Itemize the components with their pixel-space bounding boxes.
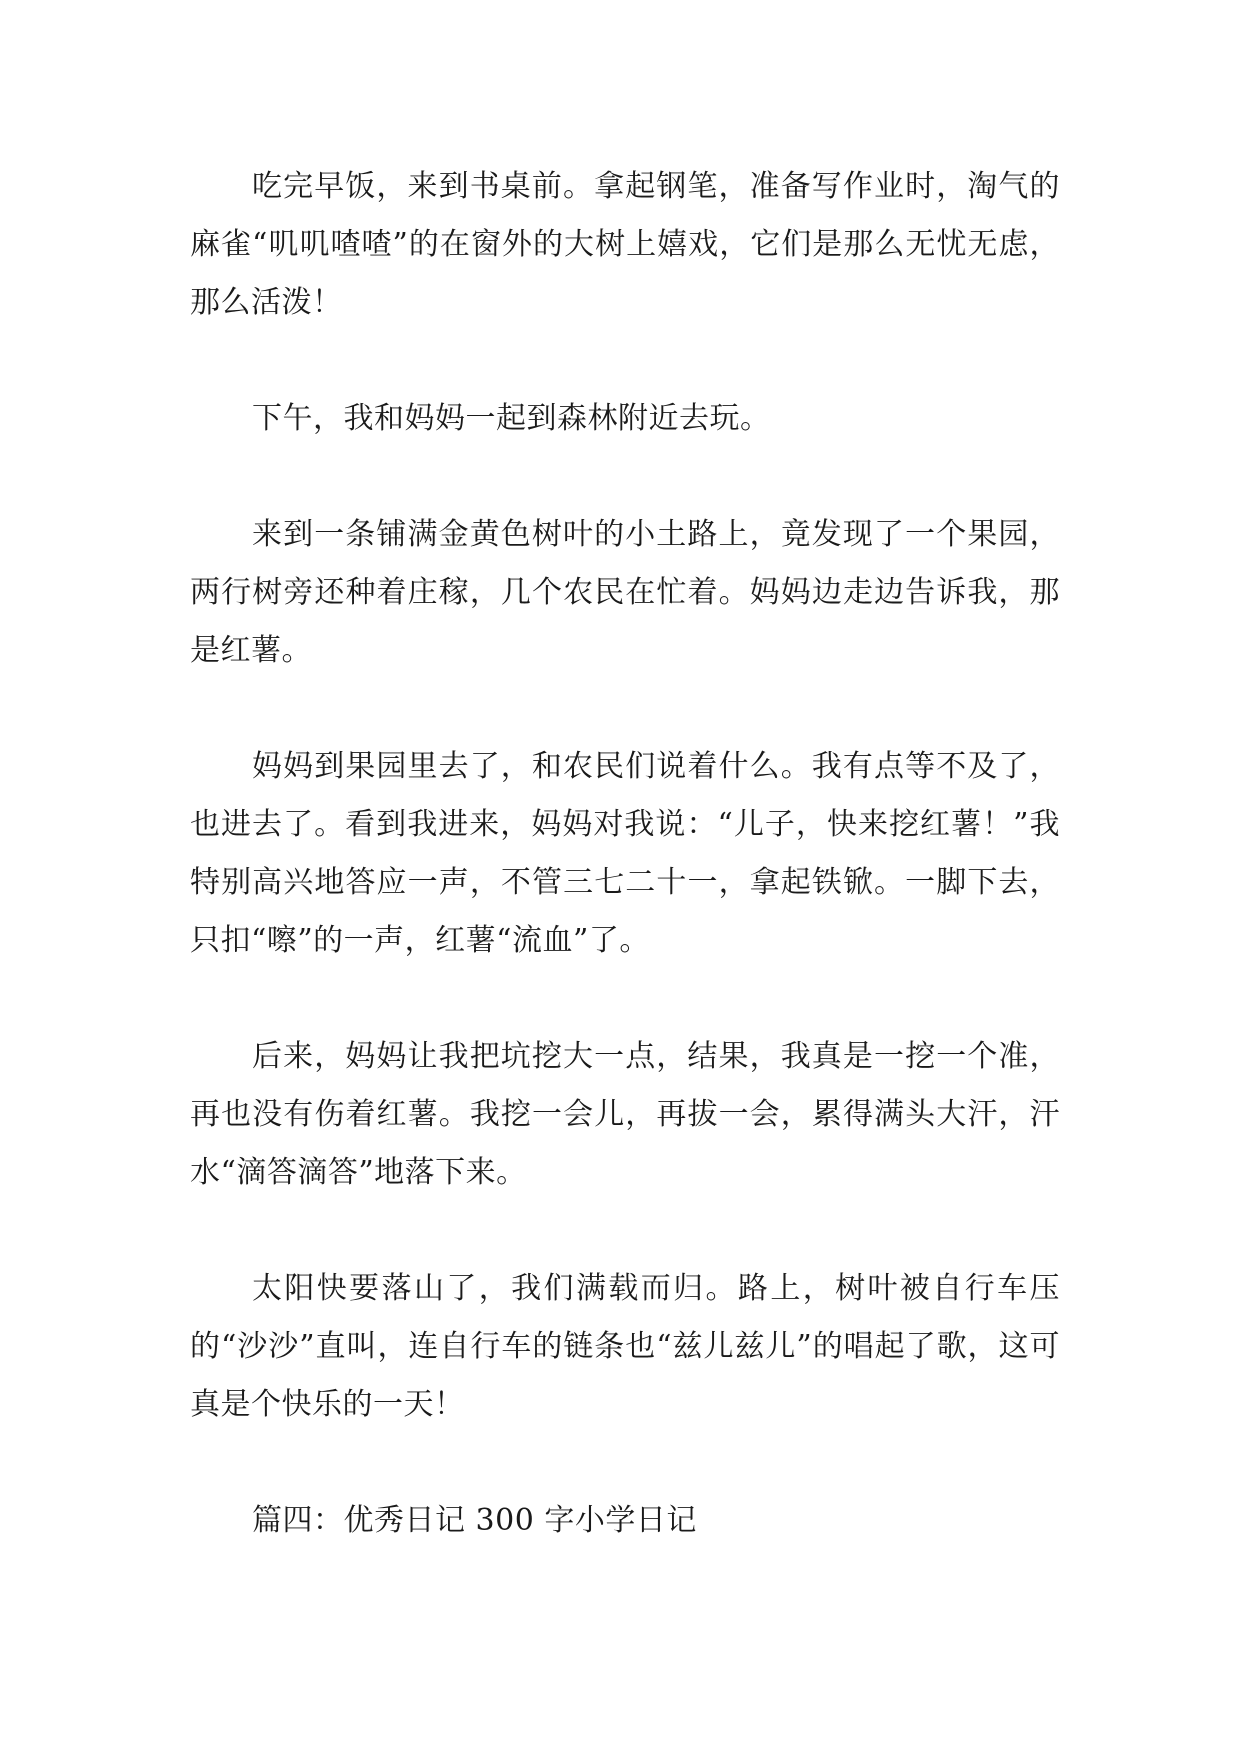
section-heading: 篇四：优秀日记 300 字小学日记 xyxy=(252,1503,697,1538)
paragraph-orchard: 来到一条铺满金黄色树叶的小土路上，竟发现了一个果园，两行树旁还种着庄稼，几个农民在忙着。妈妈边走边告诉我，那是红薯。 xyxy=(190,517,1060,668)
paragraph-sunset: 太阳快要落山了，我们满载而归。路上，树叶被自行车压的“沙沙”直叫，连自行车的链条也“兹儿兹儿”的唱起了歌，这可真是个快乐的一天！ xyxy=(190,1271,1060,1422)
document-body xyxy=(190,158,1060,1550)
paragraph-digging: 妈妈到果园里去了，和农民们说着什么。我有点等不及了，也进去了。看到我进来，妈妈对我说：“儿子，快来挖红薯！”我特别高兴地答应一声，不管三七二十一，拿起铁锨。一脚下去，只扣“嚓”的一声，红薯“流血”了。 xyxy=(190,749,1060,958)
paragraph-afternoon: 下午，我和妈妈一起到森林附近去玩。 xyxy=(252,401,771,436)
paragraph-breakfast: 吃完早饭，来到书桌前。拿起钢笔，准备写作业时，淘气的麻雀“叽叽喳喳”的在窗外的大树上嬉戏，它们是那么无忧无虑，那么活泼！ xyxy=(190,169,1060,320)
paragraph-later: 后来，妈妈让我把坑挖大一点，结果，我真是一挖一个准，再也没有伤着红薯。我挖一会儿，再拔一会，累得满头大汗，汗水“滴答滴答”地落下来。 xyxy=(190,1039,1060,1190)
